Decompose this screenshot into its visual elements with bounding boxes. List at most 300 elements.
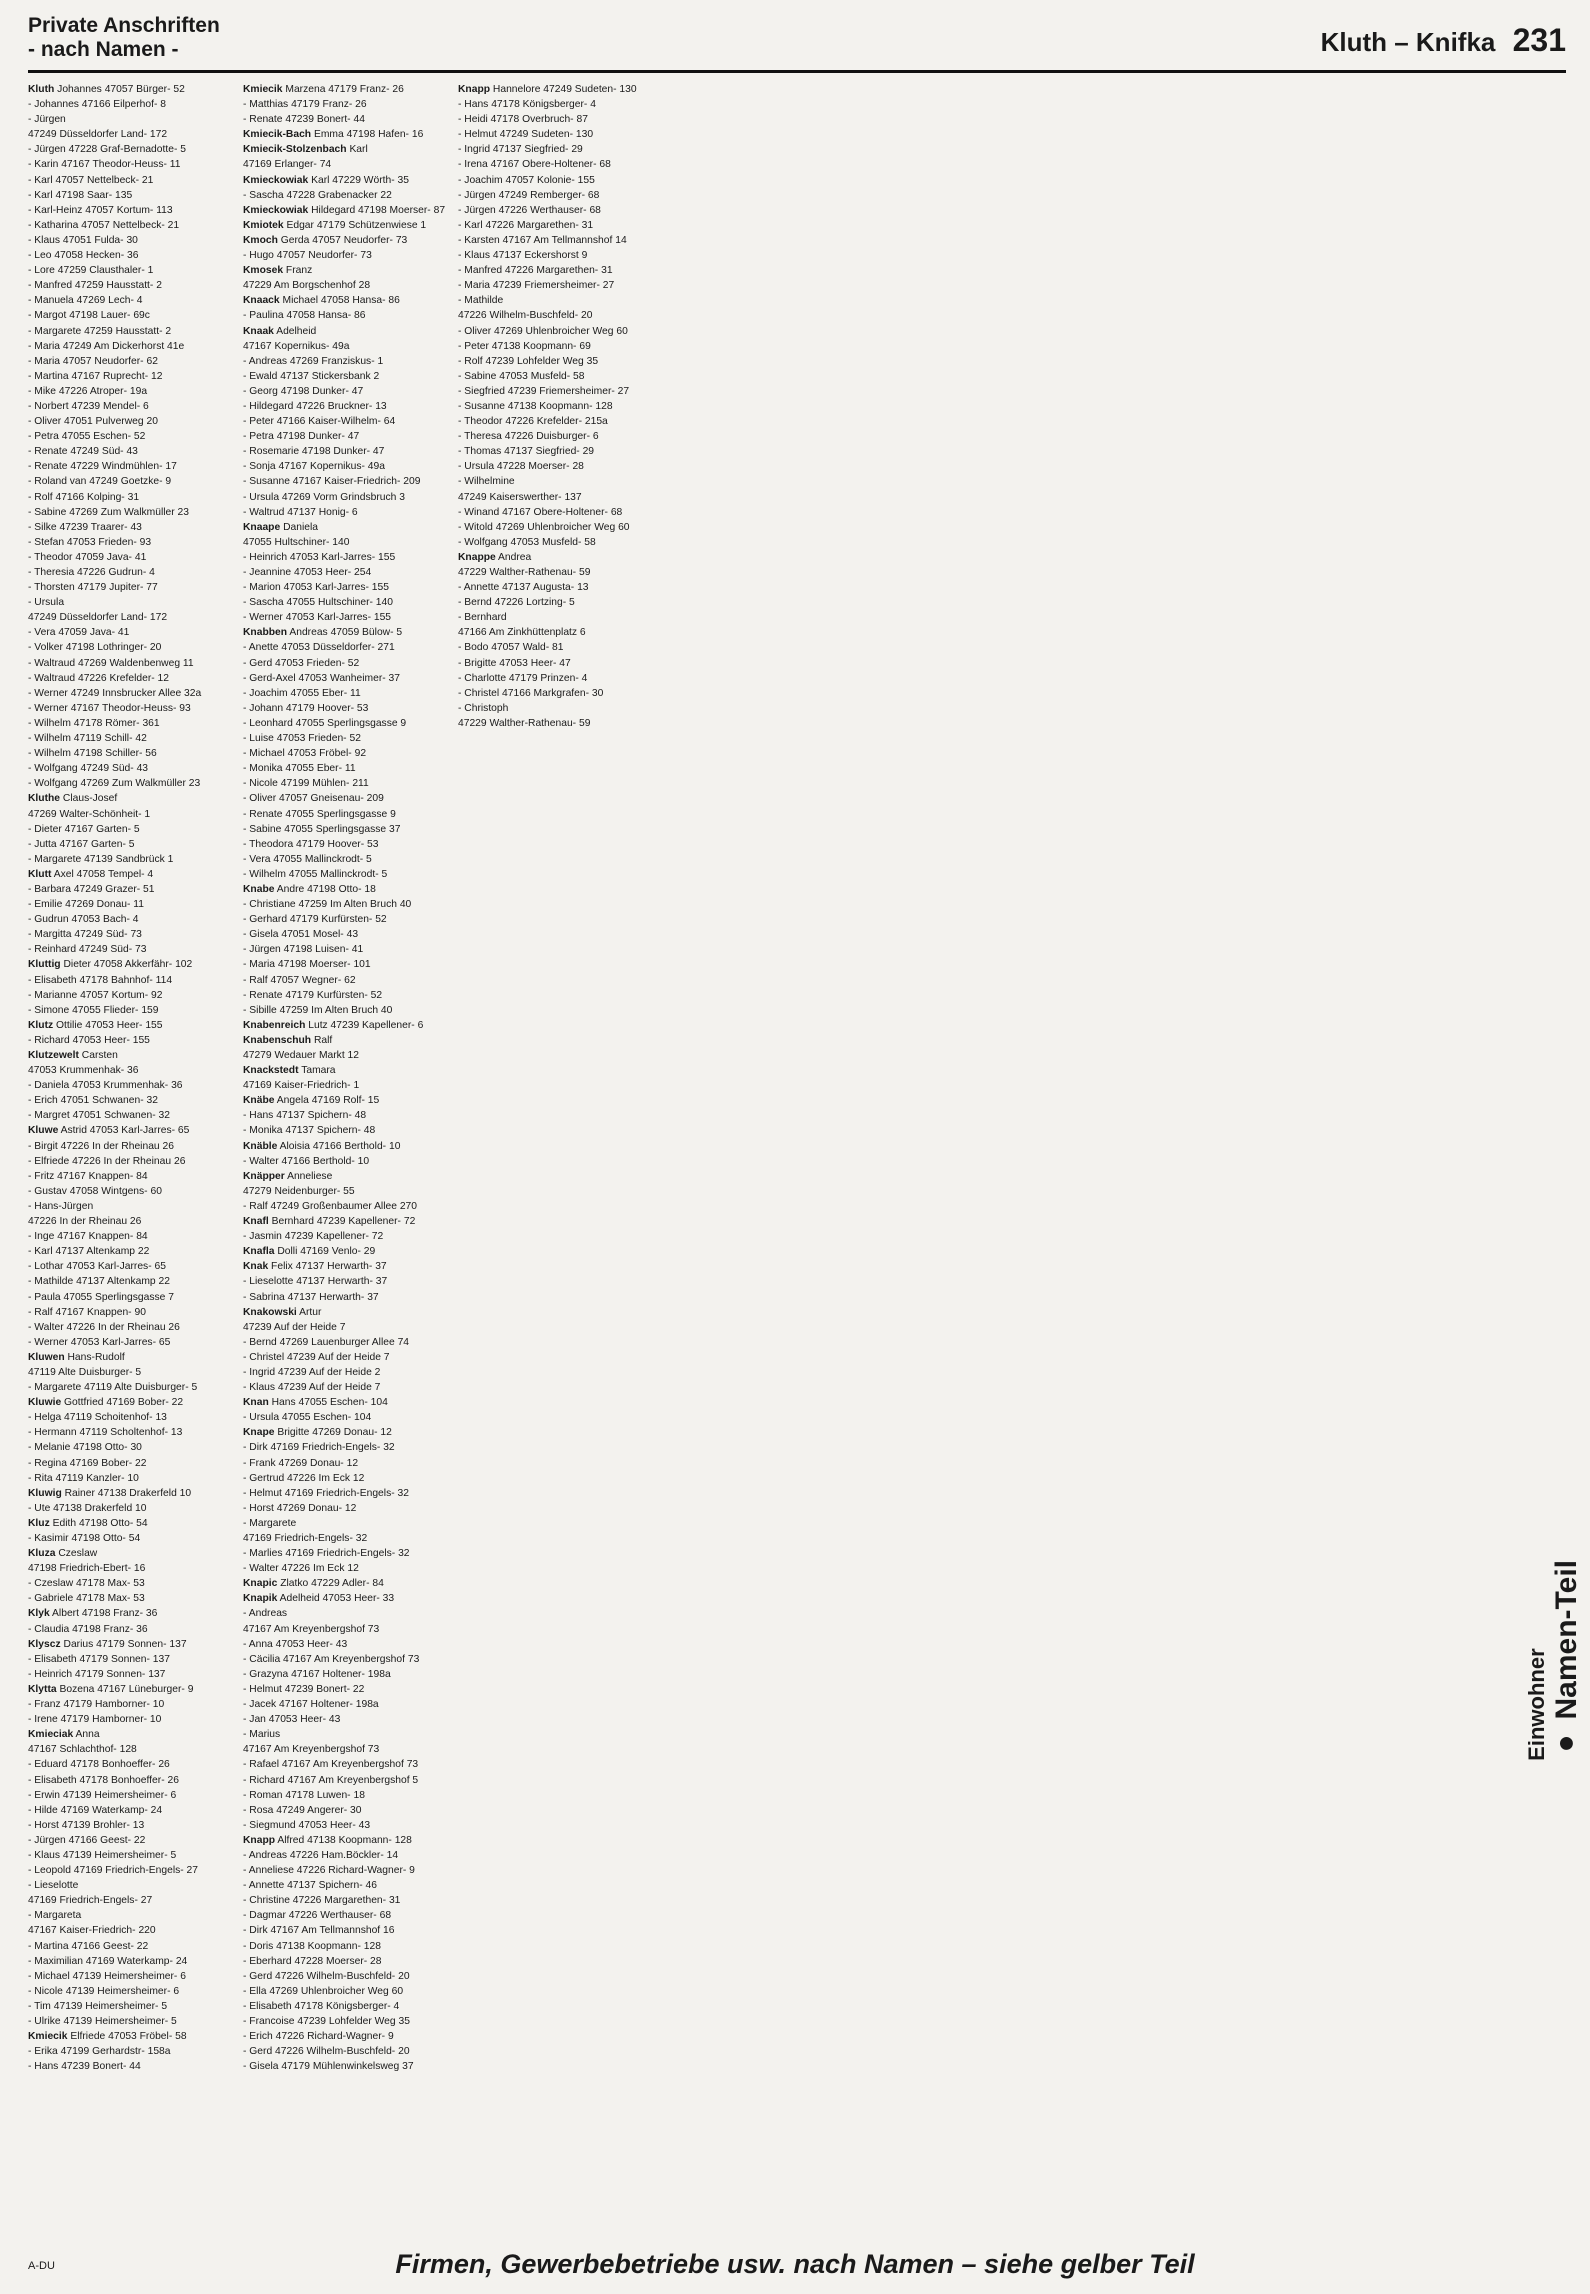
directory-entry: - Maximilian 47169 Waterkamp- 24 xyxy=(28,1955,188,1967)
directory-entry: Kmieckowiak Hildegard 47198 Moerser- 87 xyxy=(243,204,446,216)
directory-entry: 47249 Düsseldorfer Land- 172 xyxy=(28,129,168,141)
directory-entry: - Renate 47239 Bonert- 44 xyxy=(243,114,365,126)
directory-entry: - Leo 47058 Hecken- 36 xyxy=(28,250,139,262)
header-line-1: Private Anschriften xyxy=(28,14,220,37)
directory-entry: - Margarete xyxy=(243,1517,297,1529)
directory-entry: - Maria 47239 Friemersheimer- 27 xyxy=(458,280,615,292)
directory-entry: - Lothar 47053 Karl-Jarres- 65 xyxy=(28,1261,166,1273)
directory-entry: - Richard 47053 Heer- 155 xyxy=(28,1034,150,1046)
directory-entry: - Birgit 47226 In der Rheinau 26 xyxy=(28,1140,174,1152)
directory-entry: - Andreas 47226 Ham.Böckler- 14 xyxy=(243,1849,399,1861)
directory-entry: - Helmut 47249 Sudeten- 130 xyxy=(458,129,594,141)
directory-entry: - Siegmund 47053 Heer- 43 xyxy=(243,1819,371,1831)
directory-entry: 47279 Wedauer Markt 12 xyxy=(243,1050,360,1061)
directory-entry: - Anna 47053 Heer- 43 xyxy=(243,1638,348,1650)
directory-entry: - Vera 47055 Mallinckrodt- 5 xyxy=(243,853,372,865)
directory-entry: - Petra 47198 Dunker- 47 xyxy=(243,431,360,443)
header-line-2: - nach Namen - xyxy=(28,38,179,61)
directory-entry: 47169 Friedrich-Engels- 27 xyxy=(28,1895,153,1907)
directory-entry: - Richard 47167 Am Kreyenbergshof 5 xyxy=(243,1774,419,1786)
directory-entry: - Annette 47137 Spichern- 46 xyxy=(243,1880,377,1892)
directory-entry: Knapp Hannelore 47249 Sudeten- 130 xyxy=(458,84,637,95)
directory-entry: - Johann 47179 Hoover- 53 xyxy=(243,702,369,714)
directory-entry: - Elisabeth 47179 Sonnen- 137 xyxy=(28,1653,170,1665)
directory-entry: - Wolfgang 47249 Süd- 43 xyxy=(28,763,149,775)
directory-entry: - Brigitte 47053 Heer- 47 xyxy=(458,657,571,669)
directory-entry: - Francoise 47239 Lohfelder Weg 35 xyxy=(243,2016,410,2027)
directory-entry: - Melanie 47198 Otto- 30 xyxy=(28,1442,142,1454)
directory-entry: - Wilhelm 47198 Schiller- 56 xyxy=(28,748,157,760)
directory-entry: - Sabine 47055 Sperlingsgasse 37 xyxy=(243,823,401,835)
directory-entry: Knafla Dolli 47169 Venlo- 29 xyxy=(243,1246,376,1258)
page-header-right xyxy=(1321,22,1566,59)
directory-entry: Knackstedt Tamara xyxy=(243,1065,336,1077)
directory-entry: - Silke 47239 Traarer- 43 xyxy=(28,521,142,533)
directory-entry: - Georg 47198 Dunker- 47 xyxy=(243,385,364,397)
directory-entry: - Petra 47055 Eschen- 52 xyxy=(28,431,146,443)
section-sidebar xyxy=(1524,1560,1584,1761)
directory-entry: - Inge 47167 Knappen- 84 xyxy=(28,1231,148,1243)
directory-entry: - Jeannine 47053 Heer- 254 xyxy=(243,567,372,578)
directory-entry: - Hans 47137 Spichern- 48 xyxy=(243,1110,367,1122)
directory-entry: - Karl 47137 Altenkamp 22 xyxy=(28,1246,150,1258)
header-rule xyxy=(28,70,1566,73)
directory-entry: - Bodo 47057 Wald- 81 xyxy=(458,642,564,654)
directory-entry: - Renate 47179 Kurfürsten- 52 xyxy=(243,989,383,1001)
directory-entry: - Waltraud 47226 Krefelder- 12 xyxy=(28,672,169,684)
directory-entry: - Karl 47198 Saar- 135 xyxy=(28,189,133,201)
directory-entry: - Renate 47249 Süd- 43 xyxy=(28,446,138,458)
directory-entry: - Christoph xyxy=(458,702,509,714)
directory-entry: - Anneliese 47226 Richard-Wagner- 9 xyxy=(243,1865,415,1877)
directory-entry: - Rita 47119 Kanzler- 10 xyxy=(28,1472,139,1484)
directory-entry: - Gerd 47226 Wilhelm-Buschfeld- 20 xyxy=(243,1970,410,1982)
directory-entry: - Wilhelmine xyxy=(458,476,515,488)
directory-entry: Kmiecik-Bach Emma 47198 Hafen- 16 xyxy=(243,129,424,141)
directory-entry: - Dieter 47167 Garten- 5 xyxy=(28,823,140,835)
directory-columns xyxy=(28,82,1528,2232)
directory-entry: - Thomas 47137 Siegfried- 29 xyxy=(458,446,595,458)
directory-entry: - Bernhard xyxy=(458,612,507,624)
directory-entry: - Renate 47229 Windmühlen- 17 xyxy=(28,461,177,473)
directory-entry: - Michael 47053 Fröbel- 92 xyxy=(243,748,367,760)
directory-entry: - Monika 47137 Spichern- 48 xyxy=(243,1125,376,1137)
directory-entry: - Gisela 47051 Mosel- 43 xyxy=(243,929,359,941)
directory-entry: - Maria 47198 Moerser- 101 xyxy=(243,959,371,971)
directory-entry: - Leonhard 47055 Sperlingsgasse 9 xyxy=(243,717,407,729)
directory-entry: - Jürgen 47249 Remberger- 68 xyxy=(458,189,600,201)
directory-entry: - Witold 47269 Uhlenbroicher Weg 60 xyxy=(458,521,630,533)
directory-entry: - Gustav 47058 Wintgens- 60 xyxy=(28,1185,162,1197)
directory-entry: 47229 Walther-Rathenau- 59 xyxy=(458,717,591,729)
directory-entry: Knan Hans 47055 Eschen- 104 xyxy=(243,1397,388,1409)
directory-entry: - Emilie 47269 Donau- 11 xyxy=(28,899,145,911)
directory-entry: - Dagmar 47226 Werthauser- 68 xyxy=(243,1910,392,1922)
directory-entry: - Martina 47167 Ruprecht- 12 xyxy=(28,370,163,382)
directory-entry: - Joachim 47057 Kolonie- 155 xyxy=(458,174,595,186)
directory-entry: - Lieselotte xyxy=(28,1880,79,1892)
directory-entry: 47169 Erlanger- 74 xyxy=(243,159,332,171)
directory-entry: - Rolf 47239 Lohfelder Weg 35 xyxy=(458,355,599,367)
directory-entry: 47239 Auf der Heide 7 xyxy=(243,1321,346,1333)
directory-entry: Kluwen Hans-Rudolf xyxy=(28,1351,125,1363)
directory-entry: - Elfriede 47226 In der Rheinau 26 xyxy=(28,1155,186,1167)
directory-entry: Knapp Alfred 47138 Koopmann- 128 xyxy=(243,1834,412,1846)
directory-entry: - Roman 47178 Luwen- 18 xyxy=(243,1789,365,1801)
directory-entry: - Barbara 47249 Grazer- 51 xyxy=(28,883,155,895)
directory-entry: - Helmut 47239 Bonert- 22 xyxy=(243,1683,365,1695)
directory-entry: - Sascha 47228 Grabenacker 22 xyxy=(243,189,392,201)
directory-entry: - Gertrud 47226 Im Eck 12 xyxy=(243,1472,365,1484)
directory-entry: - Manfred 47259 Hausstatt- 2 xyxy=(28,280,162,292)
directory-entry: - Rafael 47167 Am Kreyenbergshof 73 xyxy=(243,1759,419,1771)
directory-entry: - Werner 47167 Theodor-Heuss- 93 xyxy=(28,702,191,714)
directory-entry: Kluwie Gottfried 47169 Bober- 22 xyxy=(28,1397,184,1409)
directory-entry: - Margarete 47119 Alte Duisburger- 5 xyxy=(28,1382,198,1394)
directory-entry: Knabenreich Lutz 47239 Kapellener- 6 xyxy=(243,1019,424,1031)
directory-entry: 47229 Am Borgschenhof 28 xyxy=(243,280,371,292)
directory-entry: 47053 Krummenhak- 36 xyxy=(28,1065,139,1077)
directory-entry: Knabenschuh Ralf xyxy=(243,1034,333,1046)
directory-entry: Kmiecik Elfriede 47053 Fröbel- 58 xyxy=(28,2031,187,2043)
directory-entry: - Eberhard 47228 Moerser- 28 xyxy=(243,1955,382,1967)
directory-entry: Klutt Axel 47058 Tempel- 4 xyxy=(28,868,154,880)
directory-entry: - Karsten 47167 Am Tellmannshof 14 xyxy=(458,234,627,246)
directory-entry: - Mike 47226 Atroper- 19a xyxy=(28,385,148,397)
directory-entry: Kluttig Dieter 47058 Akkerfähr- 102 xyxy=(28,959,193,971)
directory-entry: Kmoch Gerda 47057 Neudorfer- 73 xyxy=(243,234,408,246)
directory-entry: - Wolfgang 47053 Musfeld- 58 xyxy=(458,536,596,548)
directory-entry: - Christel 47239 Auf der Heide 7 xyxy=(243,1351,390,1363)
directory-entry: - Manfred 47226 Margarethen- 31 xyxy=(458,265,613,277)
directory-entry: - Klaus 47139 Heimersheimer- 5 xyxy=(28,1849,177,1861)
directory-entry: - Werner 47053 Karl-Jarres- 155 xyxy=(243,612,392,624)
directory-entry: Knabben Andreas 47059 Bülow- 5 xyxy=(243,627,403,639)
directory-entry: - Margret 47051 Schwanen- 32 xyxy=(28,1110,170,1122)
directory-entry: - Ulrike 47139 Heimersheimer- 5 xyxy=(28,2016,177,2027)
directory-entry: - Bernd 47226 Lortzing- 5 xyxy=(458,597,575,609)
directory-entry: - Theresia 47226 Gudrun- 4 xyxy=(28,567,155,578)
directory-entry: Kluthe Claus-Josef xyxy=(28,793,118,805)
directory-entry: Knäpper Anneliese xyxy=(243,1170,333,1182)
directory-entry: Kmosek Franz xyxy=(243,265,313,277)
directory-entry: - Kasimir 47198 Otto- 54 xyxy=(28,1533,141,1544)
sidebar-line-2: ● Namen-Teil xyxy=(1550,1560,1583,1761)
directory-entry: - Marlies 47169 Friedrich-Engels- 32 xyxy=(243,1548,410,1560)
directory-entry: - Ella 47269 Uhlenbroicher Weg 60 xyxy=(243,1985,404,1997)
directory-entry: - Eduard 47178 Bonhoeffer- 26 xyxy=(28,1759,170,1771)
directory-entry: Knafl Bernhard 47239 Kapellener- 72 xyxy=(243,1216,416,1228)
directory-entry: - Dirk 47167 Am Tellmannshof 16 xyxy=(243,1925,395,1937)
directory-entry: - Roland van 47249 Goetzke- 9 xyxy=(28,476,172,488)
directory-entry: 47169 Friedrich-Engels- 32 xyxy=(243,1533,368,1544)
directory-entry: Knäbe Angela 47169 Rolf- 15 xyxy=(243,1095,380,1107)
directory-entry: 47229 Walther-Rathenau- 59 xyxy=(458,567,591,578)
directory-entry: - Annette 47137 Augusta- 13 xyxy=(458,582,589,594)
directory-entry: - Norbert 47239 Mendel- 6 xyxy=(28,400,149,412)
directory-entry: - Rolf 47166 Kolping- 31 xyxy=(28,491,140,503)
directory-entry: - Franz 47179 Hamborner- 10 xyxy=(28,1699,165,1711)
directory-entry: - Lieselotte 47137 Herwarth- 37 xyxy=(243,1276,388,1288)
directory-entry: - Regina 47169 Bober- 22 xyxy=(28,1457,147,1469)
directory-entry: - Maria 47249 Am Dickerhorst 41e xyxy=(28,340,185,352)
directory-entry: - Christiane 47259 Im Alten Bruch 40 xyxy=(243,899,412,911)
directory-entry: - Winand 47167 Obere-Holtener- 68 xyxy=(458,506,623,518)
directory-column xyxy=(28,82,237,2232)
directory-entry: - Elisabeth 47178 Bonhoeffer- 26 xyxy=(28,1774,179,1786)
directory-entry: Knappe Andrea xyxy=(458,551,532,563)
directory-entry: Kluth Johannes 47057 Bürger- 52 xyxy=(28,84,185,95)
directory-entry: - Anette 47053 Düsseldorfer- 271 xyxy=(243,642,395,654)
footer-code: A-DU xyxy=(28,2260,55,2272)
directory-entry: 47167 Am Kreyenbergshof 73 xyxy=(243,1744,380,1756)
directory-entry: - Martina 47166 Geest- 22 xyxy=(28,1940,149,1952)
directory-entry: - Andreas 47269 Franziskus- 1 xyxy=(243,355,384,367)
directory-entry: - Czeslaw 47178 Max- 53 xyxy=(28,1578,145,1590)
directory-entry: - Grazyna 47167 Holtener- 198a xyxy=(243,1668,391,1680)
directory-entry: - Christine 47226 Margarethen- 31 xyxy=(243,1895,401,1907)
directory-entry: - Ursula 47228 Moerser- 28 xyxy=(458,461,584,473)
directory-entry: - Jürgen xyxy=(28,114,66,126)
directory-entry: - Elisabeth 47178 Königsberger- 4 xyxy=(243,2000,400,2012)
directory-entry: - Wilhelm 47119 Schill- 42 xyxy=(28,733,147,745)
directory-entry: - Jürgen 47198 Luisen- 41 xyxy=(243,944,364,956)
directory-entry: Knäble Aloisia 47166 Berthold- 10 xyxy=(243,1140,401,1152)
directory-entry: - Heinrich 47179 Sonnen- 137 xyxy=(28,1668,166,1680)
directory-entry: - Ingrid 47239 Auf der Heide 2 xyxy=(243,1366,381,1378)
directory-entry: - Luise 47053 Frieden- 52 xyxy=(243,733,361,745)
directory-entry: - Horst 47139 Brohler- 13 xyxy=(28,1819,145,1831)
directory-entry: - Wolfgang 47269 Zum Walkmüller 23 xyxy=(28,778,201,790)
directory-entry: - Waltrud 47137 Honig- 6 xyxy=(243,506,358,518)
directory-entry: - Oliver 47057 Gneisenau- 209 xyxy=(243,793,384,805)
directory-entry: - Helga 47119 Schoitenhof- 13 xyxy=(28,1412,167,1424)
directory-entry: 47226 In der Rheinau 26 xyxy=(28,1216,142,1228)
directory-entry: - Jutta 47167 Garten- 5 xyxy=(28,838,135,850)
directory-entry: - Katharina 47057 Nettelbeck- 21 xyxy=(28,219,180,231)
directory-entry: - Karl-Heinz 47057 Kortum- 113 xyxy=(28,204,173,216)
directory-entry: - Jürgen 47228 Graf-Bernadotte- 5 xyxy=(28,144,186,156)
directory-entry: - Marius xyxy=(243,1729,281,1741)
directory-entry: Klutz Ottilie 47053 Heer- 155 xyxy=(28,1019,163,1031)
directory-entry: - Waltraud 47269 Waldenbenweg 11 xyxy=(28,657,194,669)
directory-entry: 47279 Neidenburger- 55 xyxy=(243,1185,355,1197)
directory-entry: - Hilde 47169 Waterkamp- 24 xyxy=(28,1804,163,1816)
directory-entry: - Margitta 47249 Süd- 73 xyxy=(28,929,142,941)
directory-entry: - Simone 47055 Flieder- 159 xyxy=(28,1004,159,1016)
directory-entry: - Matthias 47179 Franz- 26 xyxy=(243,99,367,111)
directory-entry: - Ralf 47167 Knappen- 90 xyxy=(28,1306,146,1318)
directory-entry: - Cäcilia 47167 Am Kreyenbergshof 73 xyxy=(243,1653,420,1665)
directory-entry: Klyscz Darius 47179 Sonnen- 137 xyxy=(28,1638,187,1650)
directory-entry: - Sabine 47269 Zum Walkmüller 23 xyxy=(28,506,190,518)
directory-entry: - Daniela 47053 Krummenhak- 36 xyxy=(28,1080,183,1092)
directory-entry: - Ingrid 47137 Siegfried- 29 xyxy=(458,144,583,156)
directory-entry: - Gudrun 47053 Bach- 4 xyxy=(28,914,139,926)
directory-entry: 47169 Kaiser-Friedrich- 1 xyxy=(243,1080,360,1092)
directory-entry: - Theodor 47226 Krefelder- 215a xyxy=(458,416,608,428)
directory-entry: 47198 Friedrich-Ebert- 16 xyxy=(28,1563,146,1575)
directory-entry: - Ewald 47137 Stickersbank 2 xyxy=(243,370,380,382)
directory-entry: - Johannes 47166 Eilperhof- 8 xyxy=(28,99,166,111)
directory-entry: - Sonja 47167 Kopernikus- 49a xyxy=(243,461,385,473)
directory-entry: - Margareta xyxy=(28,1910,82,1922)
directory-entry: - Jacek 47167 Holtener- 198a xyxy=(243,1699,379,1711)
directory-entry: - Manuela 47269 Lech- 4 xyxy=(28,295,143,307)
directory-entry: Kluwig Rainer 47138 Drakerfeld 10 xyxy=(28,1487,192,1499)
directory-entry: - Vera 47059 Java- 41 xyxy=(28,627,130,639)
directory-entry: Knapik Adelheid 47053 Heer- 33 xyxy=(243,1593,395,1605)
directory-entry: Kluwe Astrid 47053 Karl-Jarres- 65 xyxy=(28,1125,190,1137)
directory-entry: - Sascha 47055 Hultschiner- 140 xyxy=(243,597,393,609)
directory-entry: - Werner 47053 Karl-Jarres- 65 xyxy=(28,1336,171,1348)
directory-entry: Kmiecik-Stolzenbach Karl xyxy=(243,144,368,156)
directory-entry: 47119 Alte Duisburger- 5 xyxy=(28,1366,142,1378)
directory-entry: Klutzewelt Carsten xyxy=(28,1050,118,1061)
directory-entry: - Wilhelm 47178 Römer- 361 xyxy=(28,717,160,729)
directory-entry: - Theresa 47226 Duisburger- 6 xyxy=(458,431,599,443)
directory-entry: - Hugo 47057 Neudorfer- 73 xyxy=(243,250,372,262)
sidebar-line-1: Einwohner xyxy=(1524,1648,1549,1761)
directory-entry: 47269 Walter-Schönheit- 1 xyxy=(28,808,151,820)
directory-entry: - Karin 47167 Theodor-Heuss- 11 xyxy=(28,159,181,171)
directory-entry: - Gerd 47053 Frieden- 52 xyxy=(243,657,360,669)
directory-entry: - Margot 47198 Lauer- 69c xyxy=(28,310,150,322)
directory-entry: - Karl 47226 Margarethen- 31 xyxy=(458,219,594,231)
directory-entry: - Rosemarie 47198 Dunker- 47 xyxy=(243,446,385,458)
directory-entry: 47167 Kopernikus- 49a xyxy=(243,340,350,352)
directory-entry: - Erich 47226 Richard-Wagner- 9 xyxy=(243,2031,394,2043)
directory-entry: - Theodor 47059 Java- 41 xyxy=(28,551,147,563)
directory-entry: - Siegfried 47239 Friemersheimer- 27 xyxy=(458,385,630,397)
directory-entry: - Gabriele 47178 Max- 53 xyxy=(28,1593,145,1605)
directory-entry: - Lore 47259 Clausthaler- 1 xyxy=(28,265,154,277)
directory-entry: - Oliver 47269 Uhlenbroicher Weg 60 xyxy=(458,325,628,337)
directory-entry: Knabe Andre 47198 Otto- 18 xyxy=(243,883,376,895)
directory-entry: Knapic Zlatko 47229 Adler- 84 xyxy=(243,1578,384,1590)
directory-entry: - Monika 47055 Eber- 11 xyxy=(243,763,356,775)
directory-entry: Klytta Bozena 47167 Lüneburger- 9 xyxy=(28,1683,194,1695)
directory-entry: Knape Brigitte 47269 Donau- 12 xyxy=(243,1427,392,1439)
directory-entry: - Maria 47057 Neudorfer- 62 xyxy=(28,355,158,367)
directory-entry: - Claudia 47198 Franz- 36 xyxy=(28,1623,148,1635)
directory-entry: 47167 Kaiser-Friedrich- 220 xyxy=(28,1925,156,1937)
directory-entry: - Renate 47055 Sperlingsgasse 9 xyxy=(243,808,396,820)
directory-entry: - Horst 47269 Donau- 12 xyxy=(243,1502,357,1514)
directory-entry: - Gerd 47226 Wilhelm-Buschfeld- 20 xyxy=(243,2046,410,2058)
directory-entry: - Klaus 47051 Fulda- 30 xyxy=(28,234,138,246)
directory-entry: 47055 Hultschiner- 140 xyxy=(243,536,350,548)
directory-entry: - Erich 47051 Schwanen- 32 xyxy=(28,1095,158,1107)
directory-entry: - Margarete 47139 Sandbrück 1 xyxy=(28,853,174,865)
directory-entry: Kmiotek Edgar 47179 Schützenwiese 1 xyxy=(243,219,427,231)
directory-entry: Kmiecik Marzena 47179 Franz- 26 xyxy=(243,84,404,95)
directory-entry: - Hildegard 47226 Bruckner- 13 xyxy=(243,400,387,412)
directory-entry: - Hermann 47119 Scholtenhof- 13 xyxy=(28,1427,183,1439)
directory-entry: - Fritz 47167 Knappen- 84 xyxy=(28,1170,148,1182)
directory-entry: - Sibille 47259 Im Alten Bruch 40 xyxy=(243,1004,393,1016)
directory-entry: - Volker 47198 Lothringer- 20 xyxy=(28,642,162,654)
directory-entry: Knaape Daniela xyxy=(243,521,318,533)
directory-entry: - Mathilde 47137 Altenkamp 22 xyxy=(28,1276,170,1288)
directory-entry: - Theodora 47179 Hoover- 53 xyxy=(243,838,379,850)
directory-entry: - Heinrich 47053 Karl-Jarres- 155 xyxy=(243,551,396,563)
directory-entry: - Elisabeth 47178 Bahnhof- 114 xyxy=(28,974,173,986)
directory-entry: 47249 Düsseldorfer Land- 172 xyxy=(28,612,168,624)
directory-entry: Knaack Michael 47058 Hansa- 86 xyxy=(243,295,400,307)
directory-entry: 47226 Wilhelm-Buschfeld- 20 xyxy=(458,310,593,322)
directory-entry: Kluza Czeslaw xyxy=(28,1548,98,1560)
directory-entry: Kmieckowiak Karl 47229 Wörth- 35 xyxy=(243,174,409,186)
directory-entry: - Marion 47053 Karl-Jarres- 155 xyxy=(243,582,389,594)
directory-entry: - Paulina 47058 Hansa- 86 xyxy=(243,310,366,322)
directory-entry: - Susanne 47167 Kaiser-Friedrich- 209 xyxy=(243,476,421,488)
directory-entry: - Oliver 47051 Pulverweg 20 xyxy=(28,416,158,428)
directory-entry: - Helmut 47169 Friedrich-Engels- 32 xyxy=(243,1487,409,1499)
directory-entry: - Ursula 47055 Eschen- 104 xyxy=(243,1412,372,1424)
directory-entry: - Peter 47166 Kaiser-Wilhelm- 64 xyxy=(243,416,396,428)
directory-entry: Knaak Adelheid xyxy=(243,325,317,337)
directory-entry: - Jan 47053 Heer- 43 xyxy=(243,1714,341,1726)
directory-entry: - Irena 47167 Obere-Holtener- 68 xyxy=(458,159,611,171)
directory-entry: - Stefan 47053 Frieden- 93 xyxy=(28,536,152,548)
header-title: Kluth – Knifka xyxy=(1320,27,1496,57)
directory-entry: - Jürgen 47226 Werthauser- 68 xyxy=(458,204,601,216)
directory-entry: - Ralf 47249 Großenbaumer Allee 270 xyxy=(243,1200,418,1212)
directory-entry: - Gerhard 47179 Kurfürsten- 52 xyxy=(243,914,387,926)
directory-entry: - Ursula xyxy=(28,597,65,609)
directory-entry: - Walter 47226 Im Eck 12 xyxy=(243,1563,359,1575)
directory-entry: - Jasmin 47239 Kapellener- 72 xyxy=(243,1231,384,1243)
directory-entry: - Sabine 47053 Musfeld- 58 xyxy=(458,370,585,382)
directory-entry: 47249 Kaiserswerther- 137 xyxy=(458,491,582,503)
directory-column xyxy=(458,82,667,2232)
directory-entry: - Irene 47179 Hamborner- 10 xyxy=(28,1714,162,1726)
directory-entry: - Hans 47178 Königsberger- 4 xyxy=(458,99,596,111)
directory-entry: - Michael 47139 Heimersheimer- 6 xyxy=(28,1970,186,1982)
directory-entry: - Sabrina 47137 Herwarth- 37 xyxy=(243,1291,379,1303)
directory-entry: Knak Felix 47137 Herwarth- 37 xyxy=(243,1261,387,1273)
directory-entry: - Dirk 47169 Friedrich-Engels- 32 xyxy=(243,1442,395,1454)
directory-entry: - Walter 47166 Berthold- 10 xyxy=(243,1155,370,1167)
directory-entry: - Werner 47249 Innsbrucker Allee 32a xyxy=(28,687,202,699)
directory-entry: - Frank 47269 Donau- 12 xyxy=(243,1457,359,1469)
directory-entry: - Gisela 47179 Mühlenwinkelsweg 37 xyxy=(243,2061,414,2073)
directory-entry: - Erwin 47139 Heimersheimer- 6 xyxy=(28,1789,177,1801)
directory-entry: 47167 Am Kreyenbergshof 73 xyxy=(243,1623,380,1635)
directory-entry: - Marianne 47057 Kortum- 92 xyxy=(28,989,163,1001)
directory-entry: - Wilhelm 47055 Mallinckrodt- 5 xyxy=(243,868,388,880)
directory-entry: - Ralf 47057 Wegner- 62 xyxy=(243,974,356,986)
directory-entry: - Joachim 47055 Eber- 11 xyxy=(243,687,361,699)
footer-note: Firmen, Gewerbebetriebe usw. nach Namen – siehe gelber Teil xyxy=(395,2249,1195,2279)
directory-entry: - Ursula 47269 Vorm Grindsbruch 3 xyxy=(243,491,405,503)
directory-entry: - Hans 47239 Bonert- 44 xyxy=(28,2061,141,2073)
directory-entry: - Walter 47226 In der Rheinau 26 xyxy=(28,1321,180,1333)
directory-entry: - Susanne 47138 Koopmann- 128 xyxy=(458,400,613,412)
directory-entry: - Klaus 47239 Auf der Heide 7 xyxy=(243,1382,381,1394)
directory-entry: - Charlotte 47179 Prinzen- 4 xyxy=(458,672,588,684)
directory-entry: - Nicole 47139 Heimersheimer- 6 xyxy=(28,1985,180,1997)
directory-entry: - Leopold 47169 Friedrich-Engels- 27 xyxy=(28,1865,198,1877)
directory-entry: - Tim 47139 Heimersheimer- 5 xyxy=(28,2000,168,2012)
directory-entry: - Andreas xyxy=(243,1608,288,1620)
directory-entry: - Peter 47138 Koopmann- 69 xyxy=(458,340,591,352)
directory-entry: - Heidi 47178 Overbruch- 87 xyxy=(458,114,588,126)
directory-entry: - Mathilde xyxy=(458,295,504,307)
directory-entry: - Hans-Jürgen xyxy=(28,1200,94,1212)
directory-entry: - Bernd 47269 Lauenburger Allee 74 xyxy=(243,1336,410,1348)
